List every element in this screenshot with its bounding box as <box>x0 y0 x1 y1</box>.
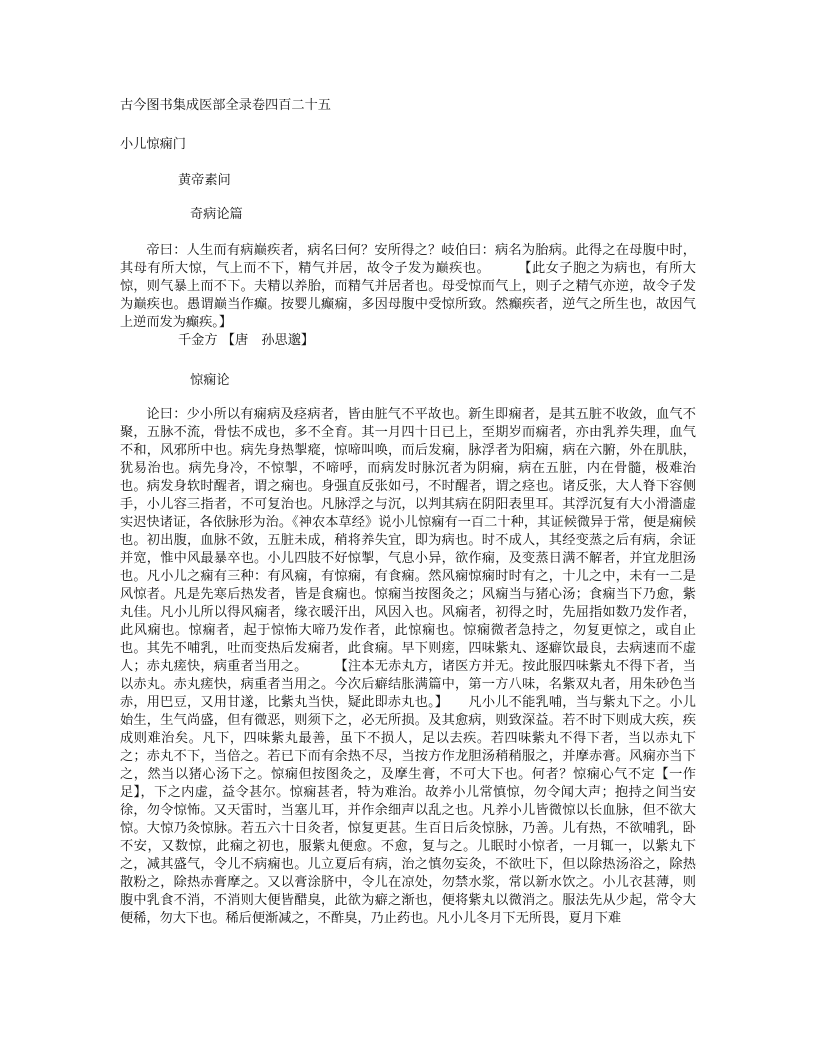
document-title: 古今图书集成医部全录卷四百二十五 <box>120 98 331 113</box>
chapter-heading: 惊痫论 <box>190 373 230 388</box>
chapter-heading: 奇病论篇 <box>190 207 243 222</box>
body-paragraph: 帝曰：人生而有病巅疾者，病名曰何？安所得之？岐伯曰：病名为胎病。此得之在母腹中时，其母有所大惊，气上而不下，精气并居，故令子发为巅疾也。 【此女子胞之为病也，有所大惊，则气暴上而不下。夫精以养胎，而精气并居者也。母受惊而气上，则子之精气亦逆，故令子发为巅疾也。愚谓巅当作癫。按婴儿癫痫，多因母腹中受惊所致。然癫疾者，逆气之所生也，故因气上逆而发为癫疾。】 <box>120 243 696 330</box>
body-paragraph: 论曰：少小所以有痫病及痉病者，皆由脏气不平故也。新生即痫者，是其五脏不收敛，血气不聚，五脉不流，骨怯不成也，多不全育。其一月四十日已上，至期岁而痫者，亦由乳养失理，血气不和，风邪所中也。病先身热掣瘲，惊啼叫唤，而后发痫，脉浮者为阳痫，病在六腑，外在肌肤，犹易治也。病先身冷，不惊掣，不啼呼，而病发时脉沉者为阴痫，病在五脏，内在骨髓，极难治也。病发身软时醒者，谓之痫也。身强直反张如弓，不时醒者，谓之痉也。诸反张，大人脊下容侧手，小儿容三指者，不可复治也。凡脉浮之与沉，以判其病在阴阳表里耳。其浮沉复有大小滑濇虚实迟快诸证，各依脉形为治。《神农本草经》说小儿惊痫有一百二十种，其证候微异于常，便是痫候也。初出腹，血脉不敛，五脏未成，稍将养失宜，即为病也。时不成人，其经变蒸之后有病，余证并宽，惟中风最暴卒也。小儿四肢不好惊掣，气息小异，欲作痫，及变蒸日满不解者，并宜龙胆汤也。凡小儿之痫有三种：有风痫，有惊痫，有食痫。然风痫惊痫时时有之，十儿之中，未有一二是风惊者。凡是先寒后热发者，皆是食痫也。惊痫当按图灸之；风痫当与猪心汤；食痫当下乃愈，紫丸佳。凡小儿所以得风痫者，缘衣暖汗出，风因入也。风痫者，初得之时，先屈指如数乃发作者，此风痫也。惊痫者，起于惊怖大啼乃发作者，此惊痫也。惊痫微者急持之，勿复更惊之，或自止也。其先不哺乳，吐而变热后发痫者，此食痫。早下则瘥，四味紫丸、逐癖饮最良，去病速而不虚人；赤丸瘥快，病重者当用之。 【注本无赤丸方，诸医方并无。按此服四味紫丸不得下者，当以赤丸。赤丸瘥快，病重者当用之。今次后癖结胀满篇中，第一方八味，名紫双丸者，用朱砂色当赤，用巴豆，又用甘遂，比紫丸当快，疑此即赤丸也。】 凡小儿不能乳哺，当与紫丸下之。小儿始生，生气尚盛，但有微恶，则须下之，必无所损。及其愈病，则致深益。若不时下则成大疾，疾成则难治矣。凡下，四味紫丸最善，虽下不损人，足以去疾。若四味紫丸不得下者，当以赤丸下之；赤丸不下，当倍之。若已下而有余热不尽，当按方作龙胆汤稍稍服之，并摩赤膏。风痫亦当下之，然当以猪心汤下之。惊痫但按图灸之，及摩生膏，不可大下也。何者？惊痫心气不定【一作足】，下之内虚，益令甚尔。惊痫甚者，特为难治。故养小儿常慎惊，勿令闻大声；抱持之间当安徐，勿令惊怖。又天雷时，当塞儿耳，并作余细声以乱之也。凡养小儿皆微惊以长血脉，但不欲大惊。大惊乃灸惊脉。若五六十日灸者，惊复更甚。生百日后灸惊脉，乃善。儿有热，不欲哺乳，卧不安，又数惊，此痫之初也，服紫丸便愈。不愈，复与之。儿眠时小惊者，一月辄一，以紫丸下之，减其盛气，令儿不病痫也。儿立夏后有病，治之慎勿妄灸，不欲吐下，但以除热汤浴之，除热散粉之，除热赤膏摩之。又以膏涂脐中，令儿在凉处，勿禁水浆，常以新水饮之。小儿衣甚薄，则腹中乳食不消，不消则大便皆醋臭，此欲为癖之渐也，便将紫丸以微消之。服法先从少起，常令大便稀，勿大下也。稀后便渐减之，不酢臭，乃止药也。凡小儿冬月下无所畏，夏月下难 <box>120 407 696 926</box>
section-heading: 小儿惊痫门 <box>120 137 186 152</box>
source-heading: 黄帝素问 <box>178 173 231 188</box>
source-heading: 千金方 【唐 孙思邈】 <box>178 333 315 348</box>
